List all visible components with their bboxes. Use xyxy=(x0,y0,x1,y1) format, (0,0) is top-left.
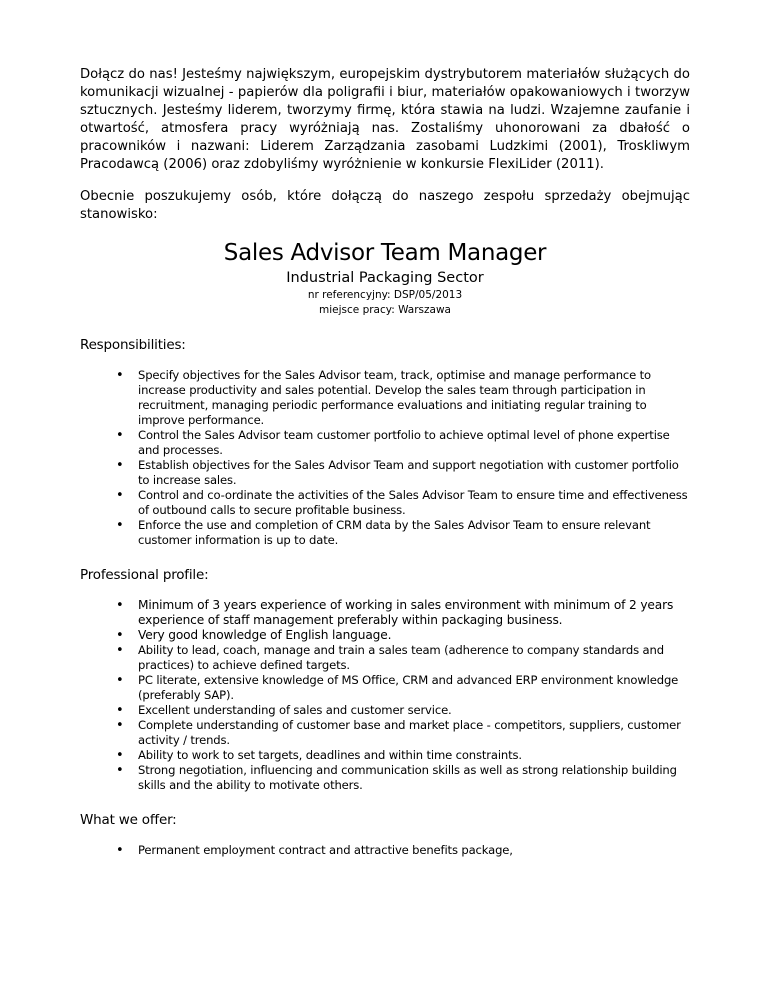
list-item: • Minimum of 3 years experience of working in sales environment with minimum of 2 years experience of staff management preferably within packaging business. xyxy=(116,598,690,628)
job-reference: nr referencyjny: DSP/05/2013 xyxy=(307,289,463,301)
list-item: • Control and co-ordinate the activities of the Sales Advisor Team to ensure time and effectiveness of outbound calls to secure profitable business. xyxy=(116,488,690,518)
profile-heading: Professional profile: xyxy=(80,567,209,583)
list-item: • Establish objectives for the Sales Advisor Team and support negotiation with customer portfolio to increase sales. xyxy=(116,458,690,488)
list-item: • Control the Sales Advisor team customer portfolio to achieve optimal level of phone expertise and processes. xyxy=(116,428,690,458)
list-item: • Excellent understanding of sales and customer service. xyxy=(116,703,690,718)
responsibilities-list xyxy=(80,368,690,548)
offer-list xyxy=(80,843,690,858)
intro-paragraph: Dołącz do nas! Jesteśmy największym, europejskim dystrybutorem materiałów służących do komunikacji wizualnej - papierów dla poligrafii i biur, materiałów opakowaniowych i tworzyw sztucznych. Jesteśmy liderem, tworzymy firmę, która stawia na ludzi. Wzajemne zaufanie i otwartość, atmosfera pracy wyróżniają nas. Zostaliśmy uhonorowani za dbałość o pracowników i nazwani: Liderem Zarządzania zasobami Ludzkimi (2001), Troskliwym Pracodawcą (2006) oraz zdobyliśmy wyróżnienie w konkursie FlexiLider (2011). xyxy=(80,67,690,172)
list-item: • Specify objectives for the Sales Advisor team, track, optimise and manage performance to increase productivity and sales potential. Develop the sales team through participation in recruitment, managing periodic performance evaluations and initiating regular training to improve performance. xyxy=(116,368,690,428)
position-lead-paragraph: Obecnie poszukujemy osób, które dołączą do naszego zespołu sprzedaży obejmując stanowisko: xyxy=(80,189,690,222)
list-item: • PC literate, extensive knowledge of MS Office, CRM and advanced ERP environment knowledge (preferably SAP). xyxy=(116,673,690,703)
list-item: • Permanent employment contract and attractive benefits package, xyxy=(116,843,690,858)
list-item: • Very good knowledge of English language. xyxy=(116,628,690,643)
list-item: • Strong negotiation, influencing and communication skills as well as strong relationship building skills and the ability to motivate others. xyxy=(116,763,690,793)
job-title-block xyxy=(80,238,690,318)
list-item: • Ability to lead, coach, manage and train a sales team (adherence to company standards and practices) to achieve defined targets. xyxy=(116,643,690,673)
list-item: • Complete understanding of customer base and market place - competitors, suppliers, customer activity / trends. xyxy=(116,718,690,748)
job-location: miejsce pracy: Warszawa xyxy=(319,304,451,316)
list-item: • Ability to work to set targets, deadlines and within time constraints. xyxy=(116,748,690,763)
job-title: Sales Advisor Team Manager xyxy=(223,240,547,266)
job-sector: Industrial Packaging Sector xyxy=(286,270,484,286)
responsibilities-heading: Responsibilities: xyxy=(80,337,186,353)
offer-heading: What we offer: xyxy=(80,812,177,828)
profile-list xyxy=(80,598,690,793)
list-item: • Enforce the use and completion of CRM data by the Sales Advisor Team to ensure relevant customer information is up to date. xyxy=(116,518,690,548)
job-posting xyxy=(80,66,690,858)
